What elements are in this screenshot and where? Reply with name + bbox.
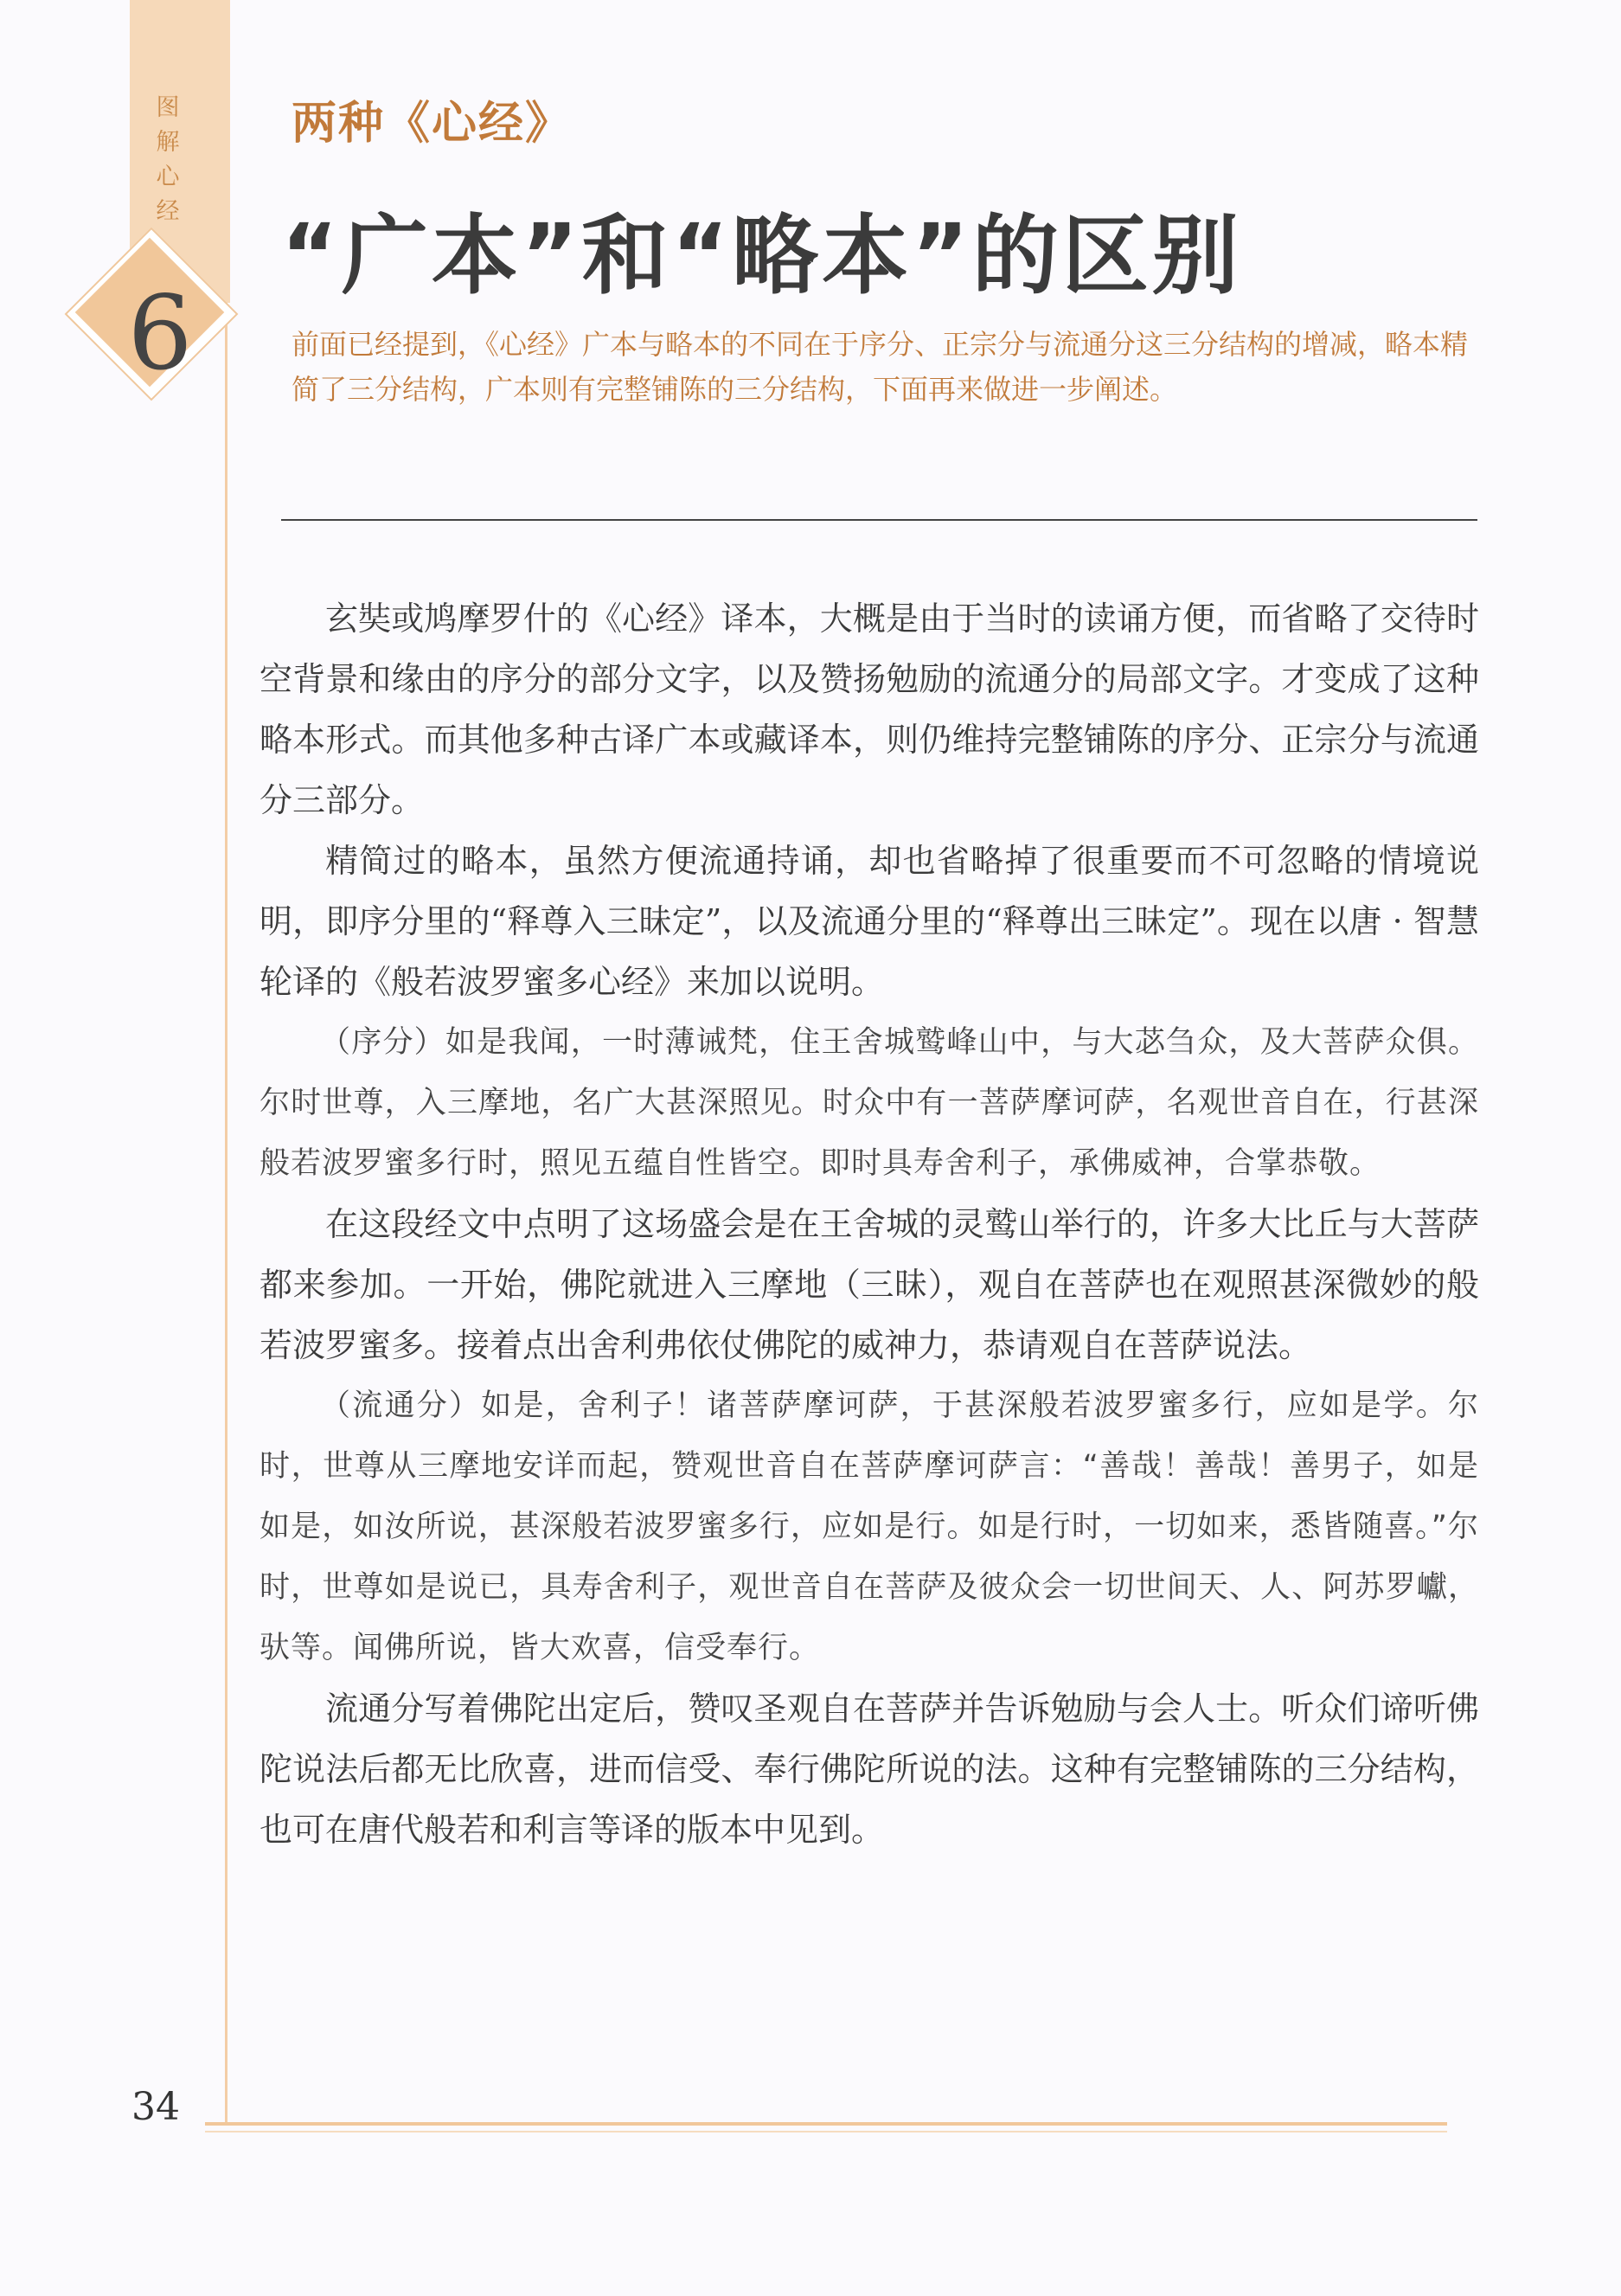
footer-rule <box>205 2122 1447 2126</box>
paragraph: 玄奘或鸠摩罗什的《心经》译本，大概是由于当时的读诵方便，而省略了交待时空背景和缘由的序分的部分文字，以及赞扬勉励的流通分的局部文字。才变成了这种略本形式。而其他多种古译广本或藏译本，则仍维持完整铺陈的序分、正宗分与流通分三部分。 <box>259 600 1479 819</box>
paragraph: 精简过的略本，虽然方便流通持诵，却也省略掉了很重要而不可忽略的情境说明，即序分里的“释尊入三昧定”，以及流通分里的“释尊出三昧定”。现在以唐 · 智慧轮译的《般若波罗蜜多心经》来加以说明。 <box>259 842 1479 1001</box>
section-title: “广本”和“略本”的区别 <box>281 205 1242 306</box>
scripture-quote: （流通分）如是，舍利子！诸菩萨摩诃萨，于甚深般若波罗蜜多行，应如是学。尔时，世尊从三摩地安详而起，赞观世音自在菩萨摩诃萨言：“善哉！善哉！善男子，如是如是，如汝所说，甚深般若波罗蜜多行，应如是行。如是行时，一切如来，悉皆随喜。”尔时，世尊如是说已，具寿舍利子，观世音自在菩萨及彼众会一切世间天、人、阿苏罗巘，驮等。闻佛所说，皆大欢喜，信受奉行。 <box>259 1389 1479 1665</box>
body-text <box>259 588 1479 1860</box>
header-divider <box>281 519 1477 521</box>
scripture-quote: （序分）如是我闻，一时薄诫梵，住王舍城鹫峰山中，与大苾刍众，及大菩萨众俱。尔时世尊，入三摩地，名广大甚深照见。时众中有一菩萨摩诃萨，名观世音自在，行甚深般若波罗蜜多行时，照见五蕴自性皆空。即时具寿舍利子，承佛威神，合掌恭敬。 <box>259 1025 1479 1181</box>
sidebar-rule <box>225 303 227 2124</box>
footer-rule-thin <box>205 2131 1447 2132</box>
section-intro: 前面已经提到，《心经》广本与略本的不同在于序分、正宗分与流通分这三分结构的增减，略本精简了三分结构，广本则有完整铺陈的三分结构，下面再来做进一步阐述。 <box>292 328 1469 406</box>
page-number: 34 <box>131 2085 180 2129</box>
series-label: 图解心经 <box>156 94 180 225</box>
chapter-number: 6 <box>127 273 193 393</box>
section-subtitle: 两种《心经》 <box>292 98 573 150</box>
paragraph: 在这段经文中点明了这场盛会是在王舍城的灵鹫山举行的，许多大比丘与大菩萨都来参加。一开始，佛陀就进入三摩地（三昧），观自在菩萨也在观照甚深微妙的般若波罗蜜多。接着点出舍利弗依仗佛陀的威神力，恭请观自在菩萨说法。 <box>259 1205 1479 1364</box>
paragraph: 流通分写着佛陀出定后，赞叹圣观自在菩萨并告诉勉励与会人士。听众们谛听佛陀说法后都无比欣喜，进而信受、奉行佛陀所说的法。这种有完整铺陈的三分结构，也可在唐代般若和利言等译的版本中见到。 <box>259 1690 1479 1849</box>
